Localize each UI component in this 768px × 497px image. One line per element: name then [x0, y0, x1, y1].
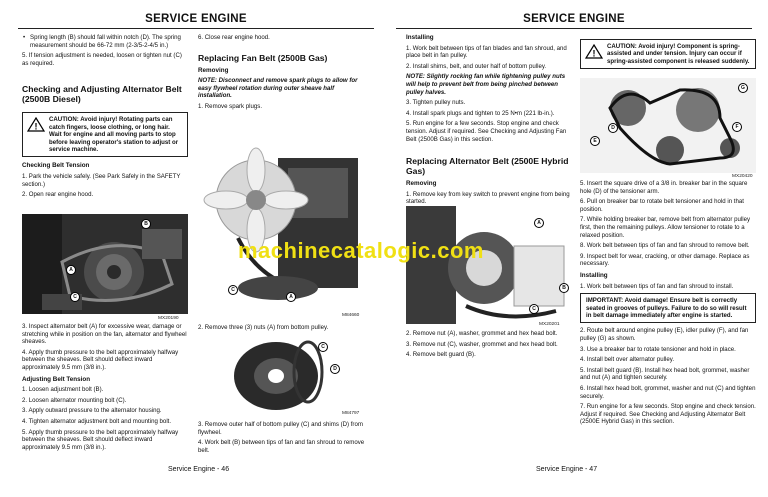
callout-d: D — [608, 123, 618, 133]
left-column-1 — [22, 34, 188, 202]
install-step-3: 3. Tighten pulley nuts. — [406, 99, 466, 107]
callout-g: G — [738, 83, 748, 93]
watermark: machinecatalogic.com — [238, 238, 484, 263]
tensioner-step-7: 7. While holding breaker bar, remove belt from alternator pulley first, then the remaining pulleys. Allow tensioner to rotate to a relaxed position. — [580, 216, 751, 239]
adjust-step-5: 5. Apply thumb pressure to the belt approximately halfway between the sheaves. Belt should deflect inward approximately 9.5 mm (3/8 in.). — [22, 428, 179, 451]
install-2500e-step-3: 3. Use a breaker bar to rotate tensioner and hold in place. — [580, 345, 736, 353]
right-column-1-lower — [406, 330, 572, 362]
section-heading-fan-belt-2500b: Replacing Fan Belt (2500B Gas) — [198, 52, 328, 63]
photo-id-m84660: M84660 — [342, 313, 360, 318]
section-heading-alternator-belt-2500b: Checking and Adjusting Alternator Belt (2500B Diesel) — [22, 84, 182, 105]
callout-c: C — [70, 292, 80, 302]
important-box-belt-seating: IMPORTANT: Avoid damage! Ensure belt is correctly seated in grooves of pulleys. Failure to do so will result in belt damage immediately after engine is started. — [580, 293, 756, 323]
check-step-4: 4. Apply thumb pressure to the belt approximately halfway between the sheaves. Belt should deflect inward approximately 9.5 mm (3/8 in.). — [22, 348, 179, 371]
belt-routing-photo-art — [580, 78, 756, 173]
right-column-2-lower — [580, 180, 756, 429]
caution-box-spring-assisted — [580, 39, 756, 69]
note-spark-plugs: NOTE: Disconnect and remove spark plugs to allow for easy flywheel rotation during outer sheave half installation. — [198, 77, 358, 100]
left-column-1-lower — [22, 323, 188, 454]
remove-step-3: 3. Remove outer half of bottom pulley (C) and shims (D) from flywheel. — [198, 421, 363, 436]
pulley-parts-photo — [198, 336, 368, 416]
check-step-1: 1. Park the vehicle safely. (See Park Safely in the SAFETY section.) — [22, 173, 181, 188]
remove-step-1: 1. Remove spark plugs. — [198, 102, 263, 110]
callout-d: D — [330, 364, 340, 374]
subheading-removing: Removing — [198, 66, 229, 74]
left-column-2-mid — [198, 324, 368, 335]
right-column-1 — [406, 34, 572, 209]
warning-triangle-icon — [27, 117, 45, 132]
callout-f: F — [732, 122, 742, 132]
install-2500e-step-1: 1. Work belt between tips of fan and fan shroud to install. — [580, 282, 734, 290]
caution-text: CAUTION: Avoid injury! Component is spring-assisted and under tension. Injury can occur if spring-assisted component is released suddenly. — [607, 43, 750, 65]
alternator-guard-photo — [406, 206, 572, 324]
remove-step-2-nut-a: 2. Remove nut (A), washer, grommet and hex head bolt. — [406, 330, 558, 337]
left-page-footer: Service Engine - 46 — [168, 466, 230, 473]
adjust-step-2: 2. Loosen alternator mounting bolt (C). — [22, 396, 127, 404]
step-5-tension: 5. If tension adjustment is needed, loosen or tighten nut (C) as required. — [22, 52, 182, 67]
tensioner-step-5: 5. Insert the square drive of a 3/8 in. breaker bar in the square hole (D) of the tensioner arm. — [580, 180, 748, 195]
left-column-2 — [198, 34, 368, 114]
remove-step-3-nut-c: 3. Remove nut (C), washer, grommet and hex head bolt. — [406, 340, 558, 348]
callout-b: B — [141, 219, 151, 229]
callout-b: B — [559, 283, 569, 293]
belt-routing-photo — [580, 78, 756, 173]
remove-step-4: 4. Work belt (B) between tips of fan and fan shroud to remove belt. — [198, 439, 365, 454]
photo-id-m84797: M84797 — [342, 411, 360, 416]
install-2500e-step-7: 7. Run engine for a few seconds. Stop engine and check tension. Adjust if required. See Checking and Adjusting Alternator Belt (2500E Hybrid Gas) in this section. — [580, 403, 756, 426]
subheading-checking-belt-tension: Checking Belt Tension — [22, 162, 90, 170]
spring-length-bullet: Spring length (B) should fall within notch (D). The spring measurement should be 66-72 mm (2-3/5-2-4/5 in.) — [30, 34, 181, 49]
engine-fan-photo-art — [198, 128, 368, 310]
check-step-3: 3. Inspect alternator belt (A) for excessive wear, damage or stretching while in position on the fan, alternator and flywheel sheaves. — [22, 323, 187, 346]
callout-c: C — [228, 285, 238, 295]
right-column-2 — [580, 39, 756, 74]
adjust-step-1: 1. Loosen adjustment bolt (B). — [22, 386, 104, 394]
install-step-1: 1. Work belt between tips of fan blades and fan shroud, and place belt in fan pulley. — [406, 44, 567, 60]
bullet-icon: • — [23, 34, 26, 41]
warning-triangle-icon — [585, 44, 603, 59]
remove-step-2: 2. Remove three (3) nuts (A) from bottom pulley. — [198, 324, 329, 331]
photo-id-mx20201: MX20201 — [539, 322, 560, 327]
install-2500e-step-6: 6. Install hex head bolt, grommet, washer and nut (C) and tighten securely. — [580, 384, 756, 400]
subheading-installing-2500e: Installing — [580, 271, 608, 279]
svg-text:!: ! — [34, 121, 38, 132]
callout-a: A — [66, 265, 76, 275]
right-page-footer: Service Engine - 47 — [536, 466, 598, 473]
install-2500e-step-2: 2. Route belt around engine pulley (E), idler pulley (F), and fan pulley (G) as shown. — [580, 327, 749, 342]
pulley-parts-photo-art — [198, 336, 368, 416]
subheading-installing: Installing — [406, 34, 434, 41]
install-step-2: 2. Install shims, belt, and outer half of bottom pulley. — [406, 62, 547, 70]
adjust-step-4: 4. Tighten alternator adjustment bolt and mounting bolt. — [22, 417, 172, 425]
alternator-guard-photo-art — [406, 206, 572, 324]
check-step-2: 2. Open rear engine hood. — [22, 191, 94, 199]
alternator-belt-photo — [22, 214, 188, 314]
alternator-belt-photo-art — [22, 214, 188, 314]
remove-key-step-1: 1. Remove key from key switch to prevent engine from being started. — [406, 190, 570, 206]
note-rocking-fan: NOTE: Slightly rocking fan while tightening pulley nuts will help to prevent belt from being pinched between pulley halves. — [406, 73, 566, 96]
tensioner-step-9: 9. Inspect belt for wear, cracking, or other damage. Replace as necessary. — [580, 252, 750, 268]
tensioner-step-8: 8. Work belt between tips of fan and fan shroud to remove belt. — [580, 242, 750, 250]
section-heading-alternator-belt-2500e: Replacing Alternator Belt (2500E Hybrid Gas) — [406, 156, 569, 177]
left-column-2-lower — [198, 421, 368, 457]
engine-fan-photo — [198, 128, 368, 310]
install-step-4: 4. Install spark plugs and tighten to 25 N•m (221 lb-in.). — [406, 109, 555, 117]
callout-a: A — [534, 218, 544, 228]
adjust-step-3: 3. Apply outward pressure to the alternator housing. — [22, 407, 162, 415]
caution-text: CAUTION: Avoid injury! Rotating parts can catch fingers, loose clothing, or long hair. Wait for engine and all moving parts to stop before leaving operator's station to adjust or service machine. — [49, 116, 179, 153]
subheading-adjusting-belt-tension: Adjusting Belt Tension — [22, 375, 91, 383]
remove-step-4-guard: 4. Remove belt guard (B). — [406, 351, 476, 359]
install-2500e-step-4: 4. Install belt over alternator pulley. — [580, 356, 675, 364]
right-page-header: SERVICE ENGINE — [396, 13, 752, 29]
install-2500e-step-5: 5. Install belt guard (B). Install hex head bolt, grommet, washer and nut (A) and tighten securely. — [580, 366, 750, 382]
svg-text:!: ! — [592, 48, 596, 59]
install-step-5: 5. Run engine for a few seconds. Stop engine and check tension. Adjust if required. See Checking and Adjusting Fan Belt (2500B Gas) in this section. — [406, 120, 567, 143]
caution-box-rotating-parts — [22, 112, 188, 157]
step-6-close-hood: 6. Close rear engine hood. — [198, 34, 270, 41]
photo-id-mx20190: MX20190 — [158, 316, 179, 321]
tensioner-step-6: 6. Pull on breaker bar to rotate belt tensioner and hold in that position. — [580, 198, 744, 213]
callout-c: C — [318, 342, 328, 352]
photo-id-mx20420: MX20420 — [732, 174, 753, 179]
callout-e: E — [590, 136, 600, 146]
callout-a: A — [286, 292, 296, 302]
left-page-header: SERVICE ENGINE — [18, 13, 374, 29]
callout-c: C — [529, 304, 539, 314]
subheading-removing-2500e: Removing — [406, 180, 437, 188]
